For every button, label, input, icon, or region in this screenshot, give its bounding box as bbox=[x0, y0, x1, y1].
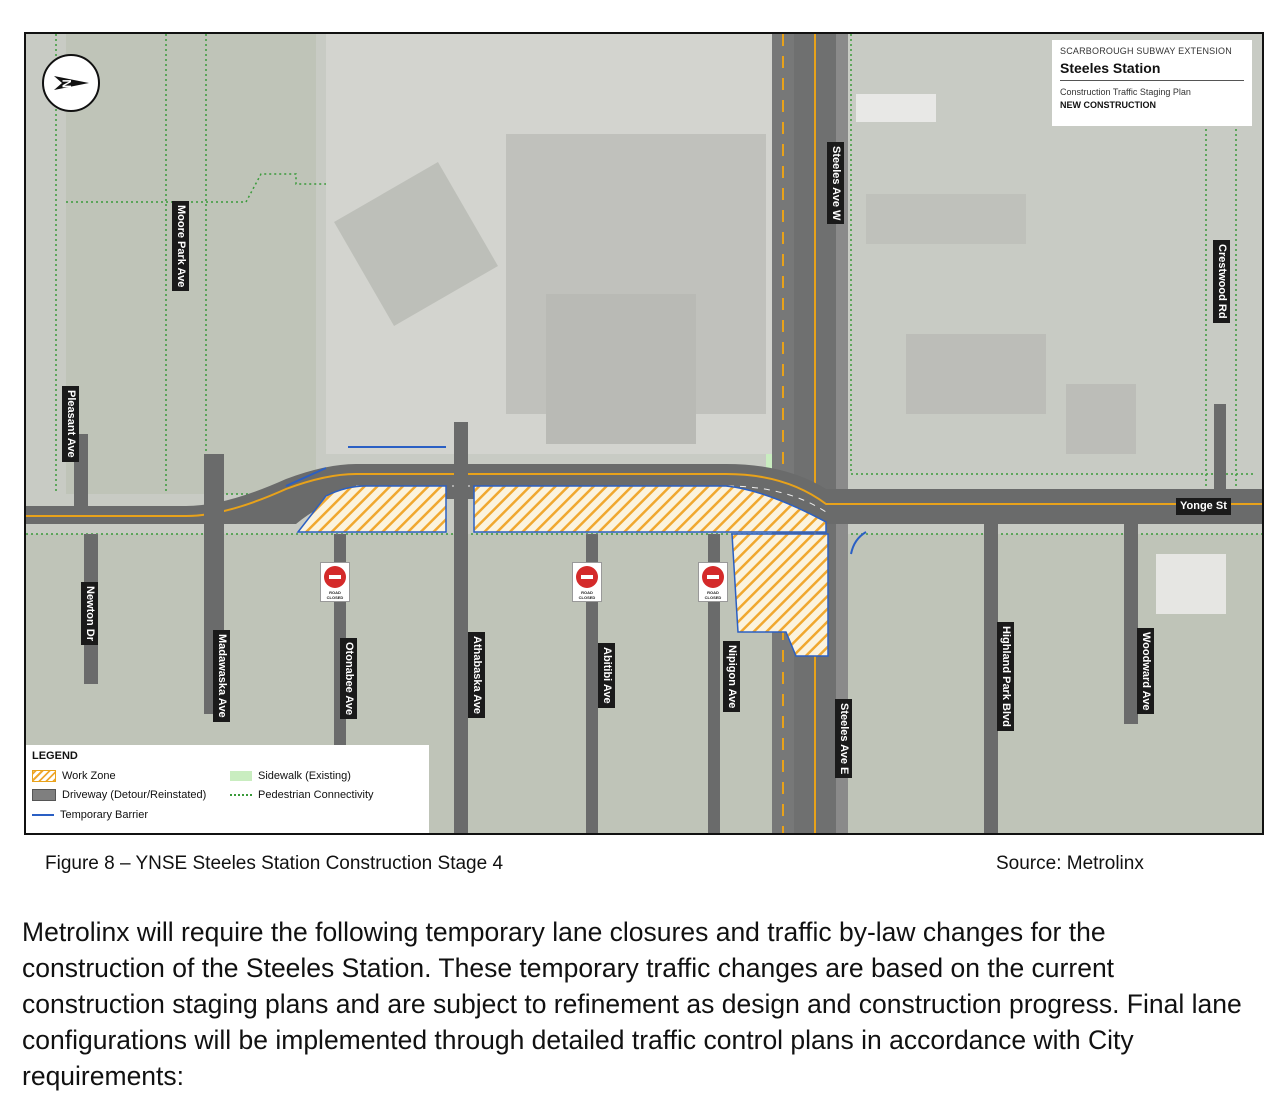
building-east-small bbox=[1066, 384, 1136, 454]
station-name: Steeles Station bbox=[1060, 60, 1244, 81]
legend-item-barrier: Temporary Barrier bbox=[32, 809, 148, 821]
project-name: SCARBOROUGH SUBWAY EXTENSION bbox=[1060, 46, 1232, 56]
aerial-map-graphic bbox=[26, 34, 1264, 835]
figure-source: Source: Metrolinx bbox=[996, 853, 1144, 874]
map-legend bbox=[26, 745, 429, 833]
no-entry-icon bbox=[324, 566, 346, 588]
building-white-se bbox=[1156, 554, 1226, 614]
pedestrian-swatch bbox=[230, 794, 252, 796]
construction-staging-map bbox=[24, 32, 1264, 835]
street-label-newton: Newton Dr bbox=[81, 582, 98, 645]
building-north-east bbox=[866, 194, 1026, 244]
legend-item-driveway: Driveway (Detour/Reinstated) bbox=[32, 789, 206, 801]
mall-building-annex bbox=[546, 294, 696, 444]
street-label-moore-park: Moore Park Ave bbox=[172, 201, 189, 291]
street-label-nipigon: Nipigon Ave bbox=[723, 641, 740, 712]
legend-item-work-zone: Work Zone bbox=[32, 770, 116, 782]
building-east bbox=[906, 334, 1046, 414]
street-label-yonge: Yonge St bbox=[1176, 498, 1231, 515]
sidewalk-swatch bbox=[230, 771, 252, 781]
svg-text:N: N bbox=[60, 79, 74, 88]
legend-item-sidewalk: Sidewalk (Existing) bbox=[230, 770, 351, 782]
legend-item-pedestrian: Pedestrian Connectivity bbox=[230, 789, 374, 801]
no-entry-icon bbox=[702, 566, 724, 588]
figure-caption: Figure 8 – YNSE Steeles Station Construction Stage 4 bbox=[45, 853, 504, 874]
north-arrow-icon bbox=[42, 54, 100, 112]
road-closed-sign-abitibi: ROAD CLOSED bbox=[572, 562, 602, 602]
title-block bbox=[1052, 40, 1252, 126]
legend-title: LEGEND bbox=[32, 750, 78, 762]
street-label-highland-park: Highland Park Blvd bbox=[997, 622, 1014, 731]
street-label-madawaska: Madawaska Ave bbox=[213, 630, 230, 722]
road-closed-sign-otonabee: ROAD CLOSED bbox=[320, 562, 350, 602]
street-label-athabaska: Athabaska Ave bbox=[468, 632, 485, 718]
barrier-swatch bbox=[32, 814, 54, 816]
driveway-swatch bbox=[32, 789, 56, 801]
work-zone-swatch bbox=[32, 770, 56, 782]
no-entry-icon bbox=[576, 566, 598, 588]
building-white-roof bbox=[856, 94, 936, 122]
body-paragraph: Metrolinx will require the following temporary lane closures and traffic by-law changes for the construction of the Steeles Station. These temporary traffic changes are based on the current construction staging plans and are subject to refinement as design and construction progress. Final lane configurations will be implemented through detailed traffic control plans in accordance with City requirements: bbox=[22, 917, 1242, 1091]
street-label-crestwood: Crestwood Rd bbox=[1213, 240, 1230, 323]
street-label-woodward: Woodward Ave bbox=[1137, 628, 1154, 714]
street-label-steeles-e: Steeles Ave E bbox=[835, 699, 852, 778]
street-label-otonabee: Otonabee Ave bbox=[340, 638, 357, 719]
street-label-pleasant: Pleasant Ave bbox=[62, 386, 79, 462]
plan-name: Construction Traffic Staging Plan bbox=[1060, 87, 1191, 97]
stage-name: NEW CONSTRUCTION bbox=[1060, 100, 1156, 110]
street-label-steeles-w: Steeles Ave W bbox=[827, 142, 844, 224]
road-closed-sign-nipigon: ROAD CLOSED bbox=[698, 562, 728, 602]
residential-area-nw bbox=[66, 34, 316, 494]
street-label-abitibi: Abitibi Ave bbox=[598, 643, 615, 708]
